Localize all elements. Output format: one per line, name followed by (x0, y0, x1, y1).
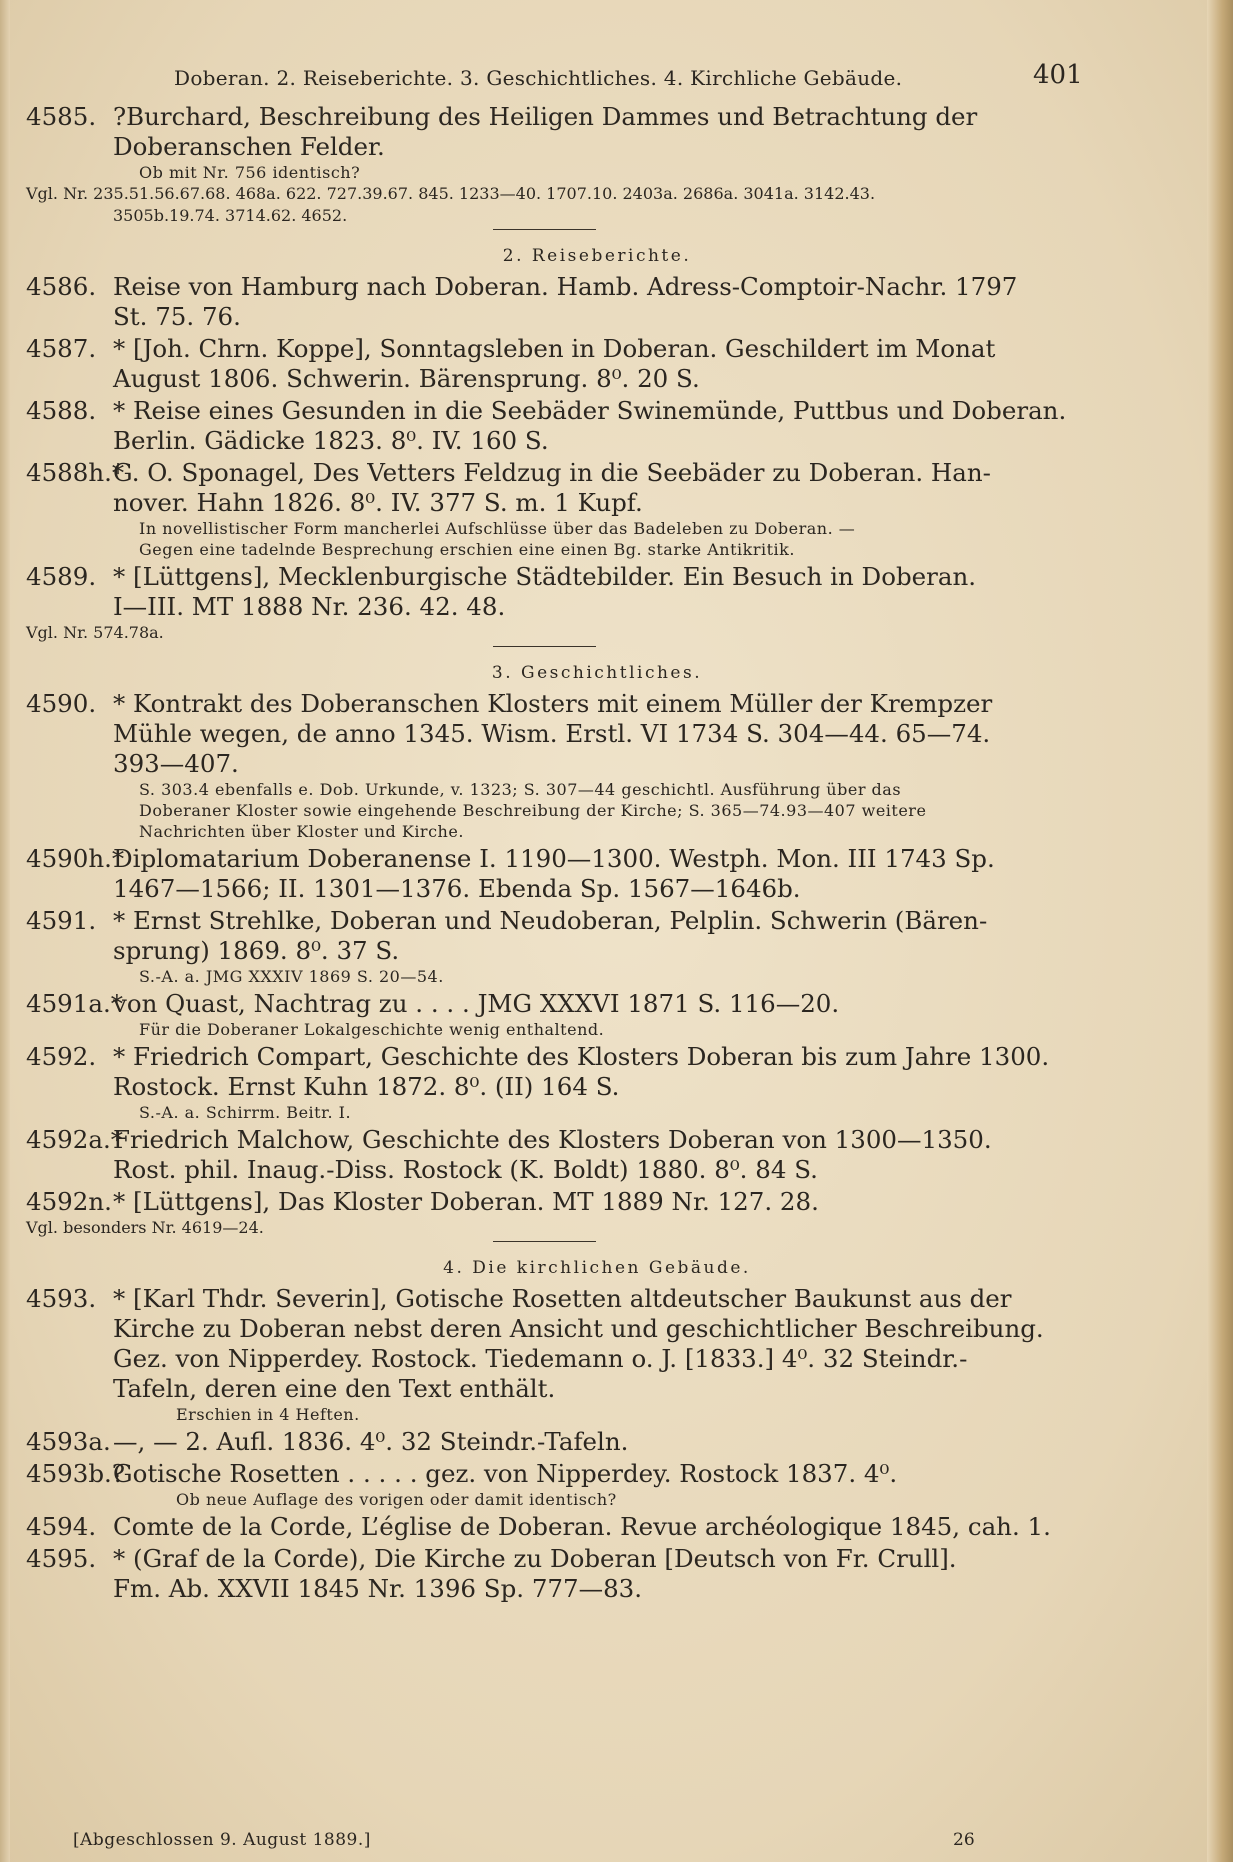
entry-note: In novellistischer Form mancherlei Aufschlüsse über das Badeleben zu Doberan. — (139, 519, 856, 538)
entry-number: 4587. (26, 334, 97, 363)
section-heading-reiseberichte: 2. Reiseberichte. (502, 246, 692, 266)
entry-number: 4585. (26, 102, 97, 131)
entry-number: 4586. (26, 272, 97, 301)
entry-number: 4590h.* (26, 844, 125, 873)
section-rule (493, 229, 596, 230)
entry-line: * Ernst Strehlke, Doberan und Neudoberan, Pelplin. Schwerin (Bären- (113, 906, 988, 935)
entry-note: Gegen eine tadelnde Besprechung erschien eine einen Bg. starke Antikritik. (139, 540, 795, 559)
header-title: Doberan. 2. Reiseberichte. 3. Geschichtliches. 4. Kirchliche Gebäude. (174, 66, 903, 90)
entry-line: * [Lüttgens], Mecklenburgische Städtebilder. Ein Besuch in Doberan. (113, 562, 977, 591)
entry-line: * Reise eines Gesunden in die Seebäder Swinemünde, Puttbus und Doberan. (113, 396, 1067, 425)
entry-note: Ob neue Auflage des vorigen oder damit identisch? (176, 1490, 617, 1509)
entry-line: * Kontrakt des Doberanschen Klosters mit einem Müller der Krempzer (113, 689, 993, 718)
section-heading-geschichtliches: 3. Geschichtliches. (491, 663, 703, 683)
entry-line: Berlin. Gädicke 1823. 8⁰. IV. 160 S. (113, 426, 549, 455)
entry-4595 (26, 1544, 1078, 1604)
entry-number: 4588. (26, 396, 97, 425)
entry-line: St. 75. 76. (113, 302, 241, 331)
entry-number: 4593b.? (26, 1459, 125, 1488)
entry-4593 (26, 1284, 1078, 1404)
section-rule (493, 646, 596, 647)
entry-line: Tafeln, deren eine den Text enthält. (113, 1374, 556, 1403)
entry-line: * [Karl Thdr. Severin], Gotische Rosetten altdeutscher Baukunst aus der (113, 1284, 1012, 1313)
entry-note: S.-A. a. Schirrm. Beitr. I. (139, 1103, 352, 1122)
entry-line: Mühle wegen, de anno 1345. Wism. Erstl. VI 1734 S. 304—44. 65—74. (113, 719, 991, 748)
entry-4591 (26, 906, 1078, 966)
entry-note: Ob mit Nr. 756 identisch? (139, 163, 361, 182)
cross-reference: Vgl. Nr. 235.51.56.67.68. 468a. 622. 727.39.67. 845. 1233—40. 1707.10. 2403a. 2686a. 3041a. 3142.43. (26, 184, 876, 203)
entry-4589 (26, 562, 1078, 622)
entry-4594 (26, 1512, 1078, 1542)
entry-line: G. O. Sponagel, Des Vetters Feldzug in die Seebäder zu Doberan. Han- (113, 458, 991, 487)
entry-number: 4594. (26, 1512, 97, 1541)
entry-line: sprung) 1869. 8⁰. 37 S. (113, 936, 400, 965)
entry-line: * Friedrich Compart, Geschichte des Klosters Doberan bis zum Jahre 1300. (113, 1042, 1050, 1071)
entry-line: Gez. von Nipperdey. Rostock. Tiedemann o. J. [1833.] 4⁰. 32 Steindr.- (113, 1344, 968, 1373)
footer-note: [Abgeschlossen 9. August 1889.] (73, 1830, 371, 1850)
entry-line: Kirche zu Doberan nebst deren Ansicht und geschichtlicher Beschreibung. (113, 1314, 1044, 1343)
entry-note: Für die Doberaner Lokalgeschichte wenig enthaltend. (139, 1020, 605, 1039)
entry-number: 4589. (26, 562, 97, 591)
entry-note: S.-A. a. JMG XXXIV 1869 S. 20—54. (139, 967, 444, 986)
entry-line: * [Joh. Chrn. Koppe], Sonntagsleben in Doberan. Geschildert im Monat (113, 334, 996, 363)
entry-line: nover. Hahn 1826. 8⁰. IV. 377 S. m. 1 Kupf. (113, 488, 643, 517)
entry-line: von Quast, Nachtrag zu . . . . JMG XXXVI 1871 S. 116—20. (113, 989, 840, 1018)
entry-4585 (26, 102, 1078, 162)
entry-line: Diplomatarium Doberanense I. 1190—1300. Westph. Mon. III 1743 Sp. (113, 844, 995, 873)
entry-line: * (Graf de la Corde), Die Kirche zu Doberan [Deutsch von Fr. Crull]. (113, 1544, 957, 1573)
page-number: 401 (1033, 60, 1083, 90)
entry-number: 4592. (26, 1042, 97, 1071)
section-heading-kirchliche-gebaeude: 4. Die kirchlichen Gebäude. (443, 1258, 751, 1278)
text-column (26, 56, 1083, 1850)
entry-4587 (26, 334, 1078, 394)
entry-4593b (26, 1459, 1078, 1489)
entry-number: 4591. (26, 906, 97, 935)
entry-number: 4590. (26, 689, 97, 718)
entry-line: Rost. phil. Inaug.-Diss. Rostock (K. Boldt) 1880. 8⁰. 84 S. (113, 1155, 818, 1184)
entry-note: Doberaner Kloster sowie eingehende Beschreibung der Kirche; S. 365—74.93—407 weitere (139, 801, 927, 820)
entry-number: 4591a.* (26, 989, 123, 1018)
running-header (26, 56, 1083, 100)
entry-number: 4593. (26, 1284, 97, 1313)
entry-line: Reise von Hamburg nach Doberan. Hamb. Adress-Comptoir-Nachr. 1797 (113, 272, 1018, 301)
entry-line: Comte de la Corde, L’église de Doberan. Revue archéologique 1845, cah. 1. (113, 1512, 1051, 1541)
entry-number: 4588h.* (26, 458, 125, 487)
entry-line: * [Lüttgens], Das Kloster Doberan. MT 1889 Nr. 127. 28. (113, 1187, 819, 1216)
entry-line: Friedrich Malchow, Geschichte des Klosters Doberan von 1300—1350. (113, 1125, 992, 1154)
cross-reference: 3505b.19.74. 3714.62. 4652. (113, 206, 348, 225)
entry-note: S. 303.4 ebenfalls e. Dob. Urkunde, v. 1323; S. 307—44 geschichtl. Ausführung über das (139, 780, 902, 799)
entry-number: 4593a. (26, 1427, 111, 1456)
entry-line: Rostock. Ernst Kuhn 1872. 8⁰. (II) 164 S. (113, 1072, 620, 1101)
entry-note: Nachrichten über Kloster und Kirche. (139, 822, 464, 841)
entry-line: Fm. Ab. XXVII 1845 Nr. 1396 Sp. 777—83. (113, 1574, 643, 1603)
entry-4592a (26, 1125, 1078, 1185)
section-rule (493, 1241, 596, 1242)
entry-line: Gotische Rosetten . . . . . gez. von Nipperdey. Rostock 1837. 4⁰. (113, 1459, 898, 1488)
entry-4590h (26, 844, 1078, 904)
entry-line: 1467—1566; II. 1301—1376. Ebenda Sp. 1567—1646b. (113, 874, 801, 903)
entry-4588 (26, 396, 1078, 456)
entry-line: ?Burchard, Beschreibung des Heiligen Dammes und Betrachtung der (113, 102, 978, 131)
cross-reference: Vgl. besonders Nr. 4619—24. (26, 1218, 264, 1237)
entry-number: 4592n. (26, 1187, 112, 1216)
page-edge-left (0, 0, 10, 1862)
entry-4592n (26, 1187, 1078, 1217)
entry-line: I—III. MT 1888 Nr. 236. 42. 48. (113, 592, 506, 621)
entry-line: August 1806. Schwerin. Bärensprung. 8⁰. 20 S. (113, 364, 700, 393)
signature-mark: 26 (953, 1830, 975, 1850)
entry-note: Erschien in 4 Heften. (176, 1405, 360, 1424)
cross-reference: Vgl. Nr. 574.78a. (26, 623, 164, 642)
entry-line: Doberanschen Felder. (113, 132, 385, 161)
entry-4593a (26, 1427, 1078, 1457)
entry-4588h (26, 458, 1078, 518)
entry-line: —, — 2. Aufl. 1836. 4⁰. 32 Steindr.-Tafeln. (113, 1427, 629, 1456)
entry-4590 (26, 689, 1078, 779)
entry-4592 (26, 1042, 1078, 1102)
page-edge-right (1207, 0, 1233, 1862)
entry-4586 (26, 272, 1078, 332)
entry-number: 4592a.* (26, 1125, 123, 1154)
entry-line: 393—407. (113, 749, 239, 778)
entry-4591a (26, 989, 1078, 1019)
entry-number: 4595. (26, 1544, 97, 1573)
